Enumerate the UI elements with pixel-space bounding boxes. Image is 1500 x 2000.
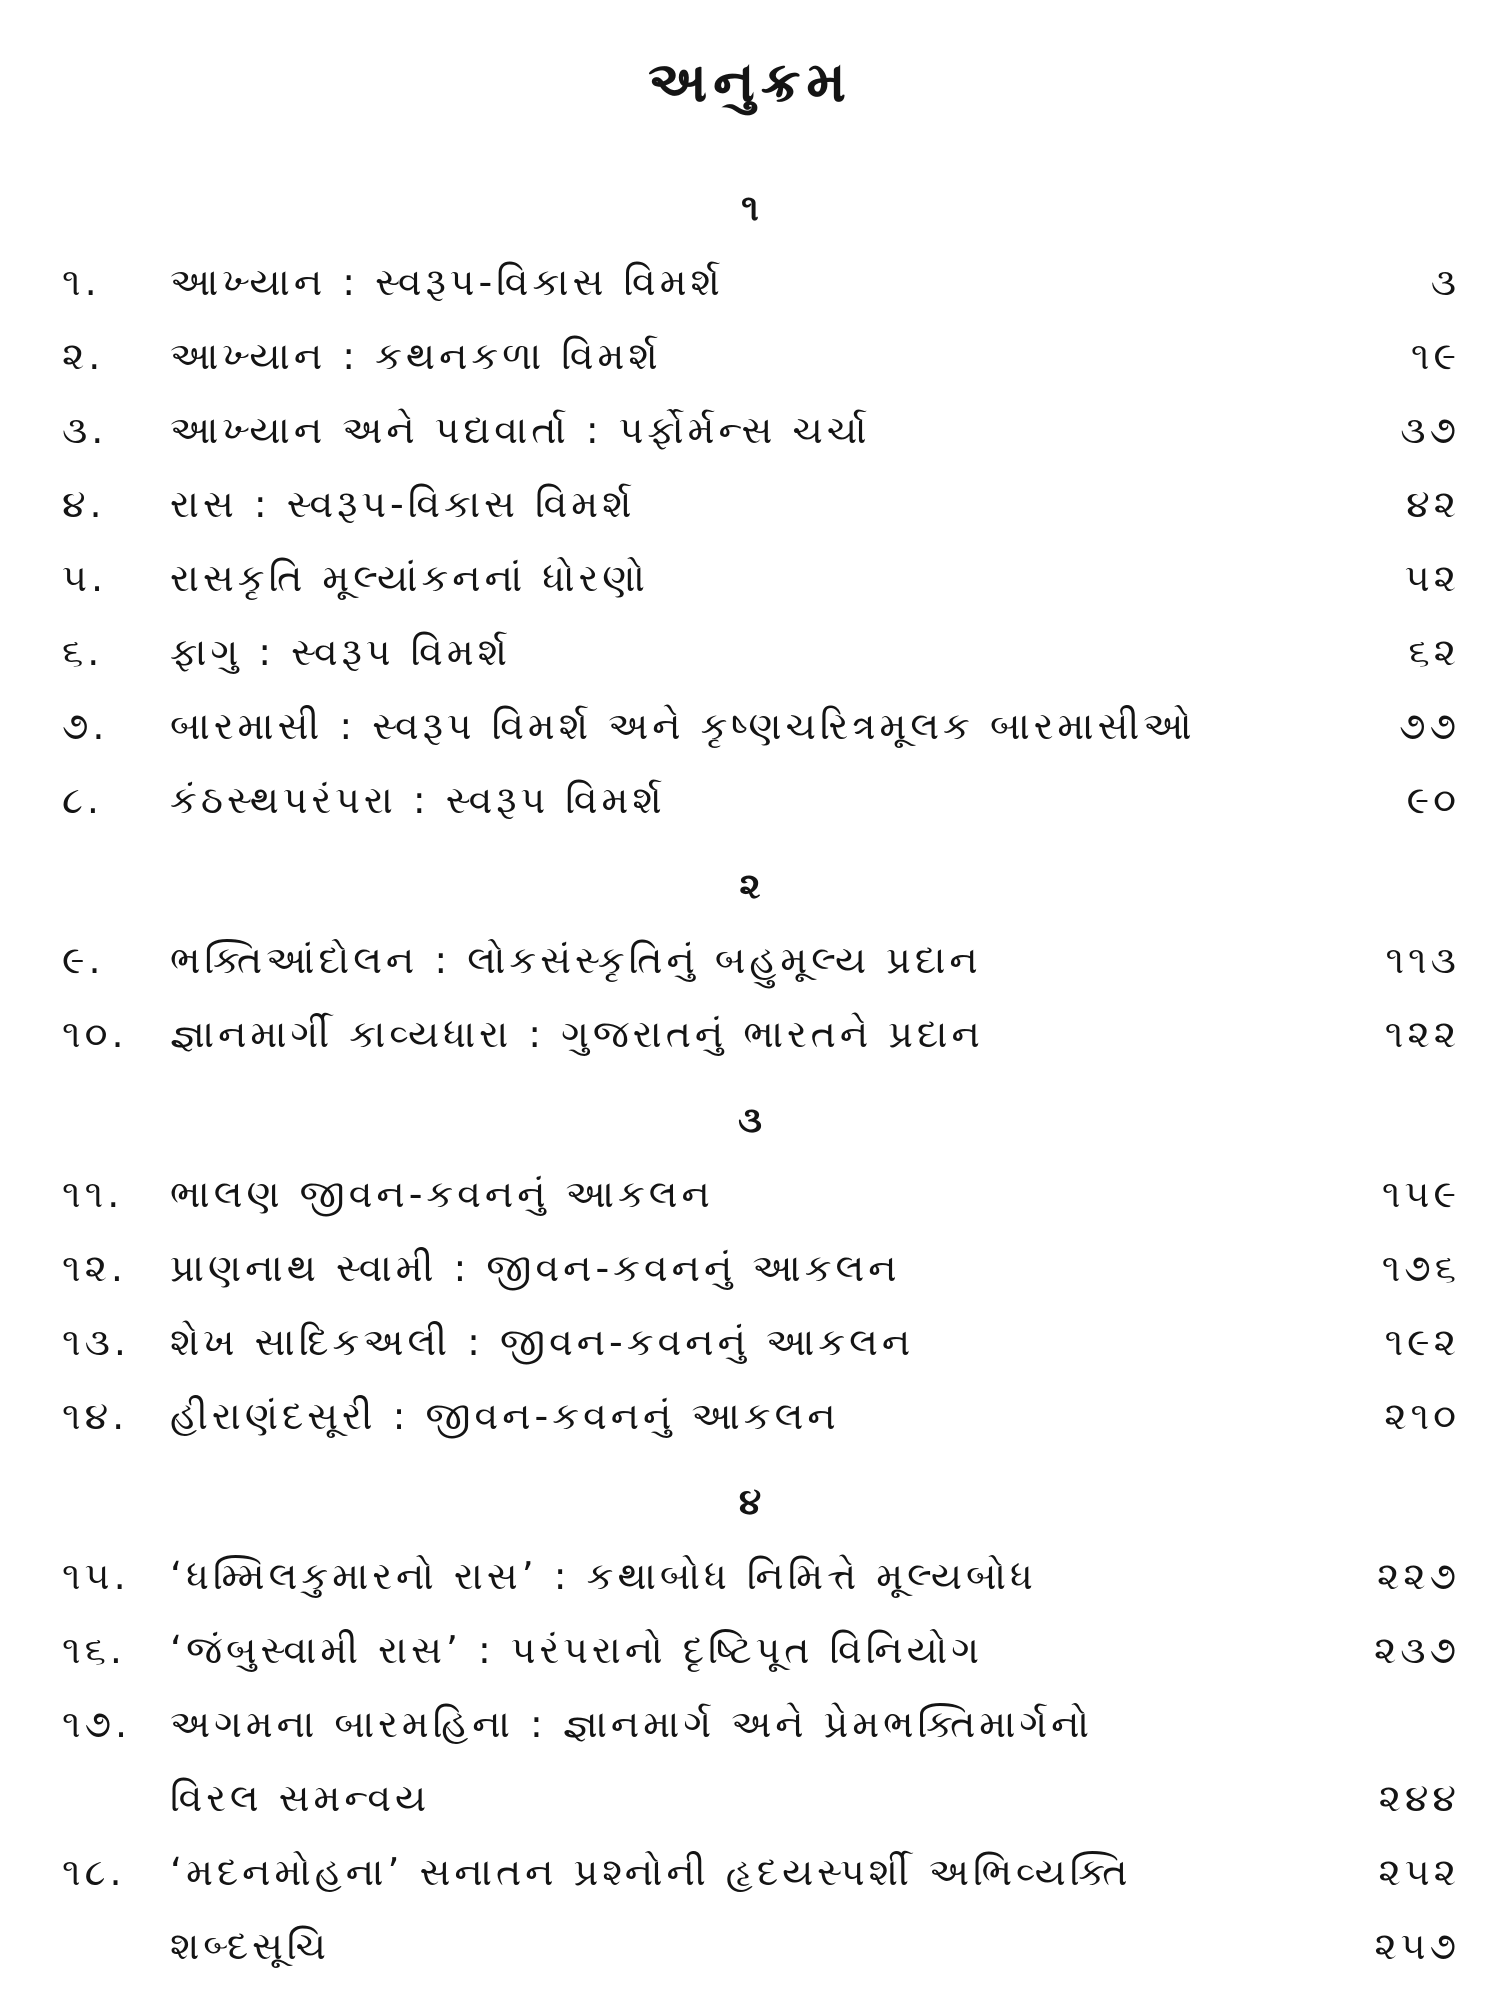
- section-heading-3: ૩: [738, 1100, 762, 1141]
- toc-entry: [0, 1386, 1500, 1446]
- toc-entry: [0, 930, 1500, 990]
- entry-page-number: ૩૭: [1400, 408, 1460, 452]
- entry-title: હીરાણંદસૂરી : જીવન-કવનનું આકલન: [170, 1394, 840, 1438]
- toc-entry: [0, 1916, 1500, 1976]
- entry-page-number: ૬૨: [1408, 630, 1460, 674]
- entry-number: ૧૬.: [62, 1628, 126, 1672]
- toc-entry: [0, 474, 1500, 534]
- entry-number: ૬.: [62, 630, 104, 674]
- entry-page-number: ૨૪૪: [1378, 1776, 1460, 1820]
- entry-page-number: ૨૫૨: [1378, 1850, 1460, 1894]
- entry-title-continuation: વિરલ સમન્વય: [170, 1776, 431, 1820]
- entry-number: ૧૩.: [62, 1320, 131, 1364]
- entry-page-number: ૨૧૦: [1384, 1394, 1460, 1438]
- entry-title: આખ્યાન : સ્વરૂપ-વિકાસ વિમર્શ: [170, 260, 724, 304]
- entry-number: ૧૫.: [62, 1554, 130, 1598]
- entry-title: પ્રાણનાથ સ્વામી : જીવન-કવનનું આકલન: [170, 1246, 901, 1290]
- entry-title: ભક્તિઆંદોલન : લોકસંસ્કૃતિનું બહુમૂલ્ય પ્રદાન: [170, 938, 982, 982]
- entry-page-number: ૧૨૨: [1384, 1012, 1460, 1056]
- entry-title: ફાગુ : સ્વરૂપ વિમર્શ: [170, 630, 511, 674]
- toc-entry: [0, 1842, 1500, 1902]
- toc-entry: [0, 252, 1500, 312]
- toc-entry: [0, 1312, 1500, 1372]
- entry-page-number: ૧૧૩: [1385, 938, 1460, 982]
- section-heading-4: ૪: [738, 1482, 762, 1523]
- entry-title: રાસ : સ્વરૂપ-વિકાસ વિમર્શ: [170, 482, 636, 526]
- entry-title: રાસકૃતિ મૂલ્યાંકનનાં ધોરણો: [170, 556, 649, 600]
- entry-number: ૭.: [62, 704, 109, 748]
- section-heading-2: ૨: [739, 866, 761, 907]
- entry-number: ૧૮.: [62, 1850, 126, 1894]
- entry-page-number: ૨૩૭: [1373, 1628, 1460, 1672]
- toc-entry: [0, 1620, 1500, 1680]
- entry-number: ૧૭.: [62, 1702, 132, 1746]
- entry-number: ૧.: [62, 260, 101, 304]
- entry-page-number: ૫૨: [1404, 556, 1460, 600]
- entry-page-number: ૧૭૬: [1381, 1246, 1460, 1290]
- entry-page-number: ૧૯૨: [1384, 1320, 1460, 1364]
- entry-page-number: ૭૭: [1399, 704, 1460, 748]
- toc-entry: [0, 1164, 1500, 1224]
- entry-number: ૫.: [62, 556, 108, 600]
- entry-number: ૮.: [62, 778, 103, 822]
- toc-entry: [0, 622, 1500, 682]
- entry-title: કંઠસ્થપરંપરા : સ્વરૂપ વિમર્શ: [170, 778, 666, 822]
- toc-entry: [0, 1238, 1500, 1298]
- toc-entry: [0, 1004, 1500, 1064]
- entry-page-number: ૪૨: [1406, 482, 1460, 526]
- entry-title: ‘મદનમોહના’ સનાતન પ્રશ્નોની હૃદયસ્પર્શી અભિવ્યક્તિ: [170, 1850, 1132, 1894]
- entry-title: ‘ધમ્મિલકુમારનો રાસ’ : કથાબોધ નિમિત્તે મૂલ્યબોધ: [170, 1554, 1037, 1598]
- entry-number: ૩.: [62, 408, 108, 452]
- entry-number: ૧૦.: [62, 1012, 128, 1056]
- toc-entry: [0, 696, 1500, 756]
- toc-entry: [0, 1694, 1500, 1844]
- entry-number: ૧૧.: [62, 1172, 124, 1216]
- toc-entry: [0, 1546, 1500, 1606]
- entry-title: આખ્યાન અને પદ્યવાર્તા : પર્ફોર્મન્સ ચર્ચા: [170, 408, 871, 452]
- entry-title: આખ્યાન : કથનકળા વિમર્શ: [170, 334, 662, 378]
- entry-number: ૧૨.: [62, 1246, 128, 1290]
- entry-title: બારમાસી : સ્વરૂપ વિમર્શ અને કૃષ્ણચરિત્રમૂલક બારમાસીઓ: [170, 704, 1196, 748]
- entry-page-number: ૨૨૭: [1376, 1554, 1460, 1598]
- entry-number: ૪.: [62, 482, 106, 526]
- entry-title: શબ્દસૂચિ: [170, 1924, 330, 1968]
- toc-entry: [0, 548, 1500, 608]
- entry-page-number: ૯૦: [1406, 778, 1460, 822]
- entry-number: ૧૪.: [62, 1394, 129, 1438]
- entry-page-number: ૨૫૭: [1374, 1924, 1460, 1968]
- entry-number: ૨.: [62, 334, 105, 378]
- entry-page-number: ૩: [1430, 260, 1460, 304]
- entry-title: અગમના બારમહિના : જ્ઞાનમાર્ગ અને પ્રેમભક્તિમાર્ગનો: [170, 1702, 1093, 1746]
- entry-title: ભાલણ જીવન-કવનનું આકલન: [170, 1172, 714, 1216]
- section-heading-1: ૧: [741, 188, 759, 229]
- toc-entry: [0, 400, 1500, 460]
- entry-page-number: ૧૯: [1410, 334, 1460, 378]
- toc-entry: [0, 770, 1500, 830]
- entry-page-number: ૧૫૯: [1381, 1172, 1460, 1216]
- entry-title: જ્ઞાનમાર્ગી કાવ્યધારા : ગુજરાતનું ભારતને પ્રદાન: [170, 1012, 984, 1056]
- toc-entry: [0, 326, 1500, 386]
- page-title: અનુક્રમ: [648, 50, 852, 115]
- entry-title: ‘જંબુસ્વામી રાસ’ : પરંપરાનો દૃષ્ટિપૂત વિનિયોગ: [170, 1628, 984, 1672]
- entry-number: ૯.: [62, 938, 105, 982]
- entry-title: શેખ સાદિકઅલી : જીવન-કવનનું આકલન: [170, 1320, 915, 1364]
